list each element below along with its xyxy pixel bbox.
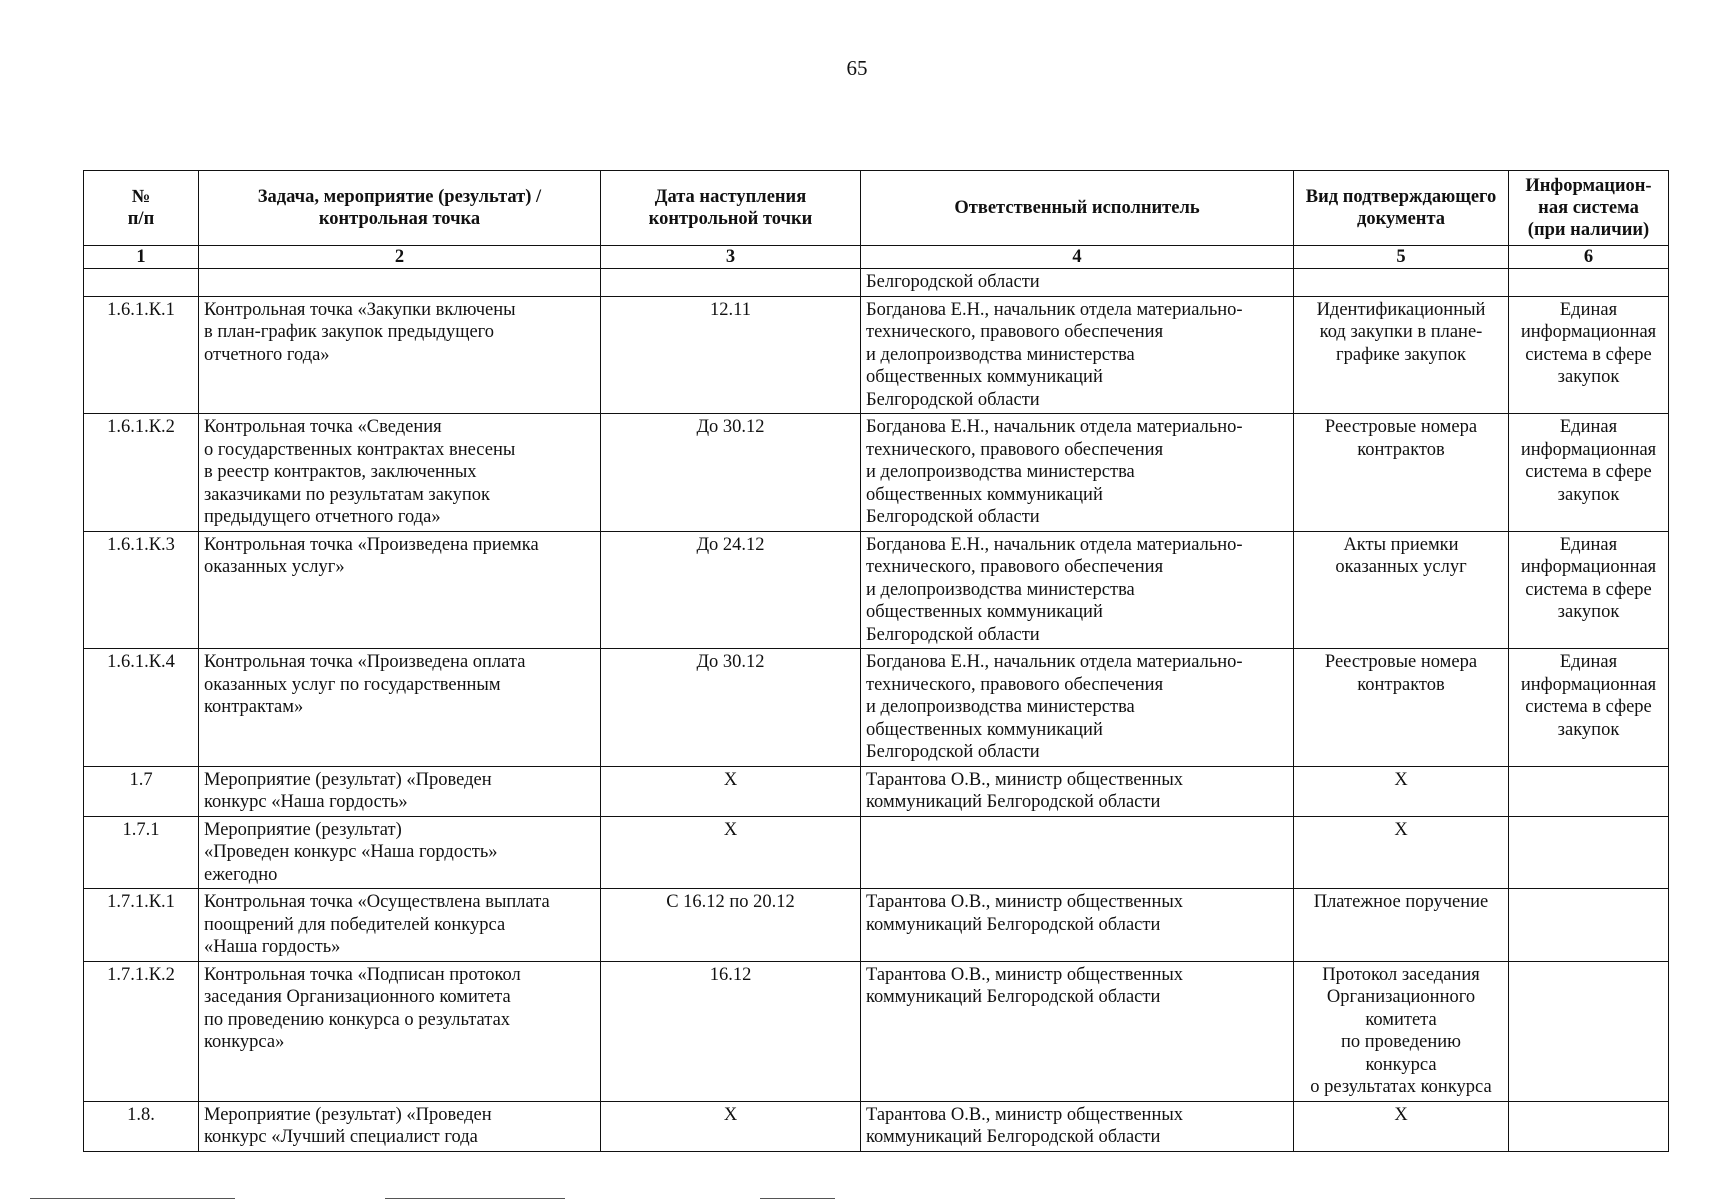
table-row — [84, 816, 1669, 889]
executor-text: Тарантова О.В., министр общественных коммуникаций Белгородской области — [861, 961, 1294, 1101]
control-date: До 24.12 — [601, 531, 861, 649]
table-cell — [84, 269, 199, 297]
task-text: Контрольная точка «Подписан протокол заседания Организационного комитета по проведению конкурса о результатах конкурса» — [199, 961, 601, 1101]
header-system: Информацион- ная система (при наличии) — [1509, 171, 1669, 246]
table-header-row — [84, 171, 1669, 246]
row-number: 1.7.1.К.2 — [84, 961, 199, 1101]
info-system — [1509, 1101, 1669, 1151]
control-points-table — [83, 170, 1669, 1152]
table-row — [84, 1101, 1669, 1151]
table-row — [84, 296, 1669, 414]
executor-text: Богданова Е.Н., начальник отдела материально- технического, правового обеспечения и делопроизводства министерства общественных коммуникаций Белгородской области — [861, 649, 1294, 767]
executor-text: Тарантова О.В., министр общественных коммуникаций Белгородской области — [861, 1101, 1294, 1151]
table-row — [84, 649, 1669, 767]
control-date: До 30.12 — [601, 649, 861, 767]
executor-text: Тарантова О.В., министр общественных коммуникаций Белгородской области — [861, 766, 1294, 816]
info-system: Единая информационная система в сфере закупок — [1509, 649, 1669, 767]
document-type: Х — [1294, 766, 1509, 816]
table-row — [84, 414, 1669, 532]
control-date: До 30.12 — [601, 414, 861, 532]
control-date: 16.12 — [601, 961, 861, 1101]
task-text: Мероприятие (результат) «Проведен конкурс «Наша гордость» — [199, 766, 601, 816]
control-date: Х — [601, 1101, 861, 1151]
document-type: Идентификационный код закупки в плане- графике закупок — [1294, 296, 1509, 414]
control-date: Х — [601, 816, 861, 889]
task-text: Контрольная точка «Осуществлена выплата поощрений для победителей конкурса «Наша гордость» — [199, 889, 601, 962]
column-number: 3 — [601, 246, 861, 269]
header-executor: Ответственный исполнитель — [861, 171, 1294, 246]
document-type: Х — [1294, 1101, 1509, 1151]
executor-text: Богданова Е.Н., начальник отдела материально- технического, правового обеспечения и делопроизводства министерства общественных коммуникаций Белгородской области — [861, 296, 1294, 414]
column-number: 6 — [1509, 246, 1669, 269]
footer-line — [30, 1198, 235, 1199]
info-system: Единая информационная система в сфере закупок — [1509, 414, 1669, 532]
table-row — [84, 531, 1669, 649]
info-system — [1509, 889, 1669, 962]
row-number: 1.6.1.К.2 — [84, 414, 199, 532]
row-number: 1.7.1.К.1 — [84, 889, 199, 962]
header-number: № п/п — [84, 171, 199, 246]
document-type: Акты приемки оказанных услуг — [1294, 531, 1509, 649]
task-text: Контрольная точка «Закупки включены в план-график закупок предыдущего отчетного года» — [199, 296, 601, 414]
table-cell — [1509, 269, 1669, 297]
row-number: 1.6.1.К.3 — [84, 531, 199, 649]
document-type: Протокол заседания Организационного комитета по проведению конкурса о результатах конкурса — [1294, 961, 1509, 1101]
row-number: 1.8. — [84, 1101, 199, 1151]
row-number: 1.6.1.К.1 — [84, 296, 199, 414]
executor-text — [861, 816, 1294, 889]
column-number-row — [84, 246, 1669, 269]
table-cell — [1294, 269, 1509, 297]
executor-text: Богданова Е.Н., начальник отдела материально- технического, правового обеспечения и делопроизводства министерства общественных коммуникаций Белгородской области — [861, 414, 1294, 532]
header-task: Задача, мероприятие (результат) / контрольная точка — [199, 171, 601, 246]
info-system — [1509, 766, 1669, 816]
row-number: 1.7 — [84, 766, 199, 816]
task-text: Контрольная точка «Произведена приемка оказанных услуг» — [199, 531, 601, 649]
document-type: Реестровые номера контрактов — [1294, 414, 1509, 532]
task-text: Контрольная точка «Сведения о государственных контрактах внесены в реестр контрактов, заключенных заказчиками по результатам закупок предыдущего отчетного года» — [199, 414, 601, 532]
footer-line — [385, 1198, 565, 1199]
info-system — [1509, 961, 1669, 1101]
table-cell — [199, 269, 601, 297]
control-date: С 16.12 по 20.12 — [601, 889, 861, 962]
table-cell — [601, 269, 861, 297]
info-system: Единая информационная система в сфере закупок — [1509, 296, 1669, 414]
control-date: 12.11 — [601, 296, 861, 414]
info-system — [1509, 816, 1669, 889]
continuation-row — [84, 269, 1669, 297]
task-text: Мероприятие (результат) «Проведен конкурс «Наша гордость» ежегодно — [199, 816, 601, 889]
row-number: 1.7.1 — [84, 816, 199, 889]
control-date: Х — [601, 766, 861, 816]
document-type: Х — [1294, 816, 1509, 889]
header-document: Вид подтверждающего документа — [1294, 171, 1509, 246]
footer-line — [760, 1198, 835, 1199]
table-row — [84, 889, 1669, 962]
continuation-text: Белгородской области — [861, 269, 1294, 297]
header-date: Дата наступления контрольной точки — [601, 171, 861, 246]
task-text: Контрольная точка «Произведена оплата оказанных услуг по государственным контрактам» — [199, 649, 601, 767]
row-number: 1.6.1.К.4 — [84, 649, 199, 767]
task-text: Мероприятие (результат) «Проведен конкурс «Лучший специалист года — [199, 1101, 601, 1151]
executor-text: Богданова Е.Н., начальник отдела материально- технического, правового обеспечения и делопроизводства министерства общественных коммуникаций Белгородской области — [861, 531, 1294, 649]
table-row — [84, 961, 1669, 1101]
document-type: Реестровые номера контрактов — [1294, 649, 1509, 767]
table-row — [84, 766, 1669, 816]
column-number: 5 — [1294, 246, 1509, 269]
info-system: Единая информационная система в сфере закупок — [1509, 531, 1669, 649]
column-number: 1 — [84, 246, 199, 269]
column-number: 4 — [861, 246, 1294, 269]
column-number: 2 — [199, 246, 601, 269]
executor-text: Тарантова О.В., министр общественных коммуникаций Белгородской области — [861, 889, 1294, 962]
page-number: 65 — [846, 56, 868, 80]
document-type: Платежное поручение — [1294, 889, 1509, 962]
